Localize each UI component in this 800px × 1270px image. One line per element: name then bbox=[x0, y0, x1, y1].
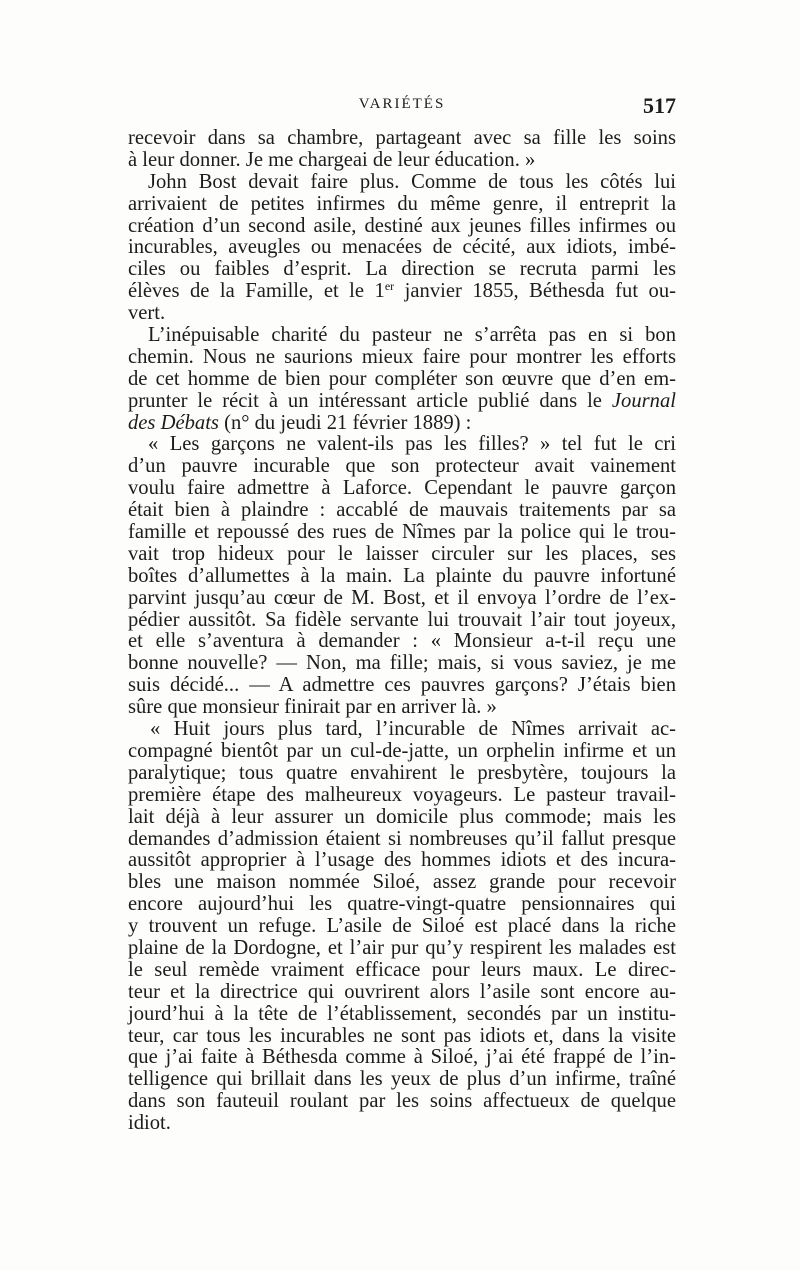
text-line: chemin. Nous ne saurions mieux faire pour montrer les efforts bbox=[128, 345, 676, 368]
text-line: telligence qui brillait dans les yeux de plus d’un infirme, traîné bbox=[128, 1068, 676, 1091]
text-line: voulu faire admettre à Laforce. Cependant le pauvre garçon bbox=[128, 477, 676, 500]
body-text bbox=[128, 128, 676, 1135]
paragraph-first-line: « Les garçons ne valent-ils pas les filles? » tel fut le cri bbox=[148, 433, 676, 456]
text-line: le seul remède vraiment efficace pour leurs maux. Le direc- bbox=[128, 958, 676, 981]
text-line: parvint jusqu’au cœur de M. Bost, et il envoya l’ordre de l’ex- bbox=[128, 586, 676, 609]
text-line: vait trop hideux pour le laisser circuler sur les places, ses bbox=[128, 542, 676, 565]
paragraph-first-line: « Huit jours plus tard, l’incurable de Nîmes arrivait ac- bbox=[150, 718, 676, 741]
superscript: er bbox=[384, 279, 395, 294]
page-number: 517 bbox=[643, 93, 676, 118]
text-line: demandes d’admission étaient si nombreuses qu’il fallut presque bbox=[128, 827, 676, 850]
journal-title: Journal bbox=[611, 389, 676, 412]
text-line: était bien à plaindre : accablé de mauvais traitements par sa bbox=[128, 499, 676, 522]
text-line: incurables, aveugles ou menacées de cécité, aux idiots, imbé- bbox=[128, 236, 676, 259]
text-line: à leur donner. Je me chargeai de leur éducation. » bbox=[128, 148, 536, 171]
text-line: que j’ai faite à Béthesda comme à Siloé, j’ai été frappé de l’in- bbox=[128, 1046, 676, 1069]
text-line: de cet homme de bien pour compléter son œuvre que d’en em- bbox=[128, 367, 676, 390]
text-line: recevoir dans sa chambre, partageant avec sa fille les soins bbox=[128, 127, 676, 149]
text-line: plaine de la Dordogne, et l’air pur qu’y respirent les malades est bbox=[128, 936, 676, 959]
text-line: teur et la directrice qui ouvrirent alors l’asile sont encore au- bbox=[128, 980, 676, 1003]
text-line: idiot. bbox=[128, 1112, 171, 1135]
text-line: bles une maison nommée Siloé, assez grande pour recevoir bbox=[128, 871, 676, 894]
journal-title: des Débats bbox=[128, 411, 219, 434]
text-line: d’un pauvre incurable que son protecteur avait vainement bbox=[128, 455, 676, 478]
running-title: VARIÉTÉS bbox=[358, 96, 446, 112]
text-line: encore aujourd’hui les quatre-vingt-quatre pensionnaires qui bbox=[128, 893, 676, 916]
text-line: vert. bbox=[128, 302, 166, 325]
text-line: sûre que monsieur finirait par en arriver là. » bbox=[128, 696, 497, 719]
text-fragment: (n° du jeudi 21 février 1889) : bbox=[218, 411, 472, 434]
text-line: dans son fauteuil roulant par les soins affectueux de quelque bbox=[128, 1090, 676, 1113]
text-line: aussitôt approprier à l’usage des hommes idiots et des incura- bbox=[128, 849, 676, 872]
text-line bbox=[128, 413, 676, 435]
text-line: ciles ou faibles d’esprit. La direction se recruta parmi les bbox=[128, 258, 676, 281]
text-line: y trouvent un refuge. L’asile de Siloé est placé dans la riche bbox=[128, 915, 676, 938]
paragraph-first-line: L’inépuisable charité du pasteur ne s’arrêta pas en si bon bbox=[148, 324, 676, 347]
paragraph-first-line: John Bost devait faire plus. Comme de tous les côtés lui bbox=[148, 170, 676, 193]
text-line bbox=[128, 391, 676, 413]
text-line: boîtes d’allumettes à la main. La plainte du pauvre infortuné bbox=[128, 564, 676, 587]
text-line: paralytique; tous quatre envahirent le presbytère, toujours la bbox=[128, 761, 676, 784]
text-fragment: prunter le récit à un intéressant article publié dans le bbox=[128, 389, 612, 412]
text-line: jourd’hui à la tête de l’établissement, secondés par un institu- bbox=[128, 1002, 676, 1025]
text-line: famille et repoussé des rues de Nîmes par la police qui le trou- bbox=[128, 521, 676, 544]
text-line: première étape des malheureux voyageurs. Le pasteur travail- bbox=[128, 783, 676, 806]
text-line: lait déjà à leur assurer un domicile plus commode; mais les bbox=[128, 805, 676, 828]
text-line: bonne nouvelle? — Non, ma fille; mais, si vous saviez, je me bbox=[128, 652, 676, 675]
running-header bbox=[128, 93, 676, 121]
text-line: et elle s’aventura à demander : « Monsieur a-t-il reçu une bbox=[128, 630, 676, 653]
text-fragment: élèves de la Famille, et le 1 bbox=[128, 280, 385, 303]
text-line: pédier aussitôt. Sa fidèle servante lui trouvait l’air tout joyeux, bbox=[128, 608, 676, 631]
text-line: création d’un second asile, destiné aux jeunes filles infirmes ou bbox=[128, 214, 676, 237]
text-line: compagné bientôt par un cul-de-jatte, un orphelin infirme et un bbox=[128, 739, 676, 762]
text-line: suis décidé... — A admettre ces pauvres garçons? J’étais bien bbox=[128, 674, 676, 697]
text-line bbox=[128, 281, 676, 303]
text-line: arrivaient de petites infirmes du même genre, il entreprit la bbox=[128, 192, 676, 215]
text-fragment: janvier 1855, Béthesda fut ou- bbox=[394, 280, 676, 303]
text-line: teur, car tous les incurables ne sont pas idiots et, dans la visite bbox=[128, 1024, 676, 1047]
